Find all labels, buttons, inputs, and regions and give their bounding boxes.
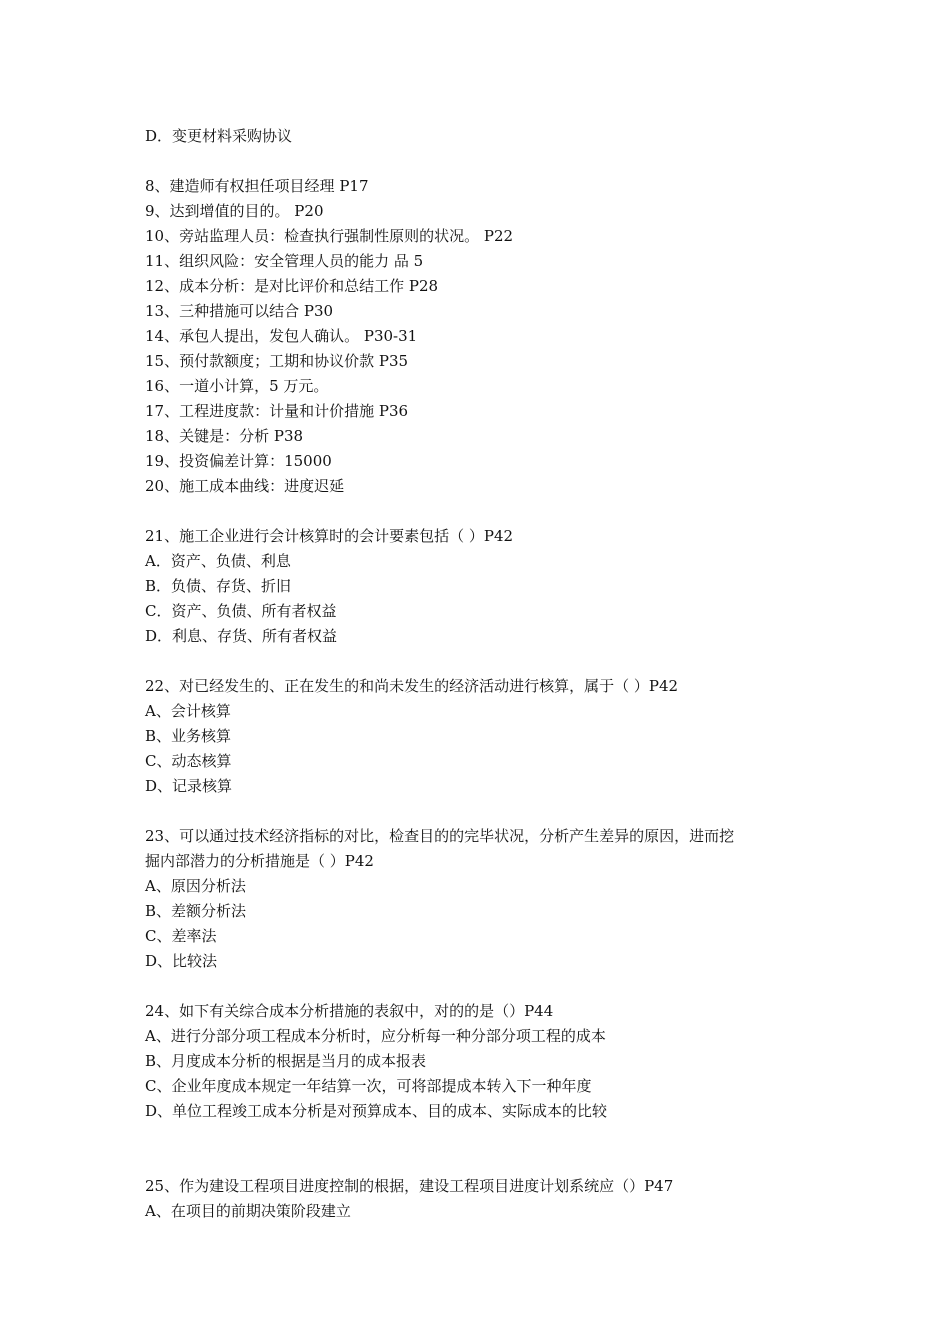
text-line: D．变更材料采购协议	[145, 127, 293, 145]
option-b: B、月度成本分析的根据是当月的成本报表	[145, 1052, 427, 1070]
answer-9: 9、达到增值的目的。 P20	[145, 202, 324, 220]
paragraph-gap	[145, 499, 825, 524]
answer-11: 11、组织风险：安全管理人员的能力 品 5	[145, 252, 424, 270]
question-stem: 22、对已经发生的、正在发生的和尚未发生的经济活动进行核算，属于（ ）P42	[145, 677, 679, 695]
option-d: D、记录核算	[145, 777, 233, 795]
answer-15: 15、预付款额度；工期和协议价款 P35	[145, 352, 409, 370]
question-22	[145, 674, 825, 799]
option-a: A、进行分部分项工程成本分析时，应分析每一种分部分项工程的成本	[145, 1027, 606, 1045]
paragraph-gap	[145, 1124, 825, 1174]
option-d: D、比较法	[145, 952, 218, 970]
option-b: B、差额分析法	[145, 902, 247, 920]
question-25	[145, 1174, 825, 1224]
option-c: C、动态核算	[145, 752, 232, 770]
answer-8: 8、建造师有权担任项目经理 P17	[145, 177, 369, 195]
question-21	[145, 524, 825, 649]
option-d: D．利息、存货、所有者权益	[145, 627, 338, 645]
paragraph-gap	[145, 799, 825, 824]
answer-20: 20、施工成本曲线：进度迟延	[145, 477, 345, 495]
answer-18: 18、关键是：分析 P38	[145, 427, 304, 445]
option-c: C．资产、负债、所有者权益	[145, 602, 337, 620]
option-a: A、会计核算	[145, 702, 231, 720]
question-stem-line-1: 23、可以通过技术经济指标的对比，检查目的的完毕状况，分析产生差异的原因，进而挖	[145, 827, 735, 845]
question-24	[145, 999, 825, 1124]
option-a: A、原因分析法	[145, 877, 246, 895]
answer-13: 13、三种措施可以结合 P30	[145, 302, 334, 320]
paragraph-gap	[145, 649, 825, 674]
option-d: D、单位工程竣工成本分析是对预算成本、目的成本、实际成本的比较	[145, 1102, 608, 1120]
option-b: B、业务核算	[145, 727, 232, 745]
answer-17: 17、工程进度款：计量和计价措施 P36	[145, 402, 409, 420]
option-c: C、差率法	[145, 927, 217, 945]
paragraph-gap	[145, 149, 825, 174]
answer-list-8-20	[145, 174, 825, 499]
option-b: B．负债、存货、折旧	[145, 577, 292, 595]
answer-19: 19、投资偏差计算：15000	[145, 452, 332, 470]
question-stem: 25、作为建设工程项目进度控制的根据，建设工程项目进度计划系统应（）P47	[145, 1177, 674, 1195]
question-stem: 21、施工企业进行会计核算时的会计要素包括（ ）P42	[145, 527, 514, 545]
answer-10: 10、旁站监理人员：检查执行强制性原则的状况。 P22	[145, 227, 514, 245]
answer-14: 14、承包人提出，发包人确认。 P30-31	[145, 327, 418, 345]
question-23	[145, 824, 825, 974]
answer-16: 16、一道小计算，5 万元。	[145, 377, 329, 395]
option-c: C、企业年度成本规定一年结算一次，可将部提成本转入下一种年度	[145, 1077, 592, 1095]
question-stem: 24、如下有关综合成本分析措施的表叙中，对的的是（）P44	[145, 1002, 554, 1020]
paragraph-gap	[145, 974, 825, 999]
answer-12: 12、成本分析：是对比评价和总结工作 P28	[145, 277, 439, 295]
question-stem-line-2: 掘内部潜力的分析措施是（ ）P42	[145, 852, 374, 870]
option-a: A．资产、负债、利息	[145, 552, 291, 570]
document-page	[145, 124, 825, 1224]
option-a: A、在项目的前期决策阶段建立	[145, 1202, 351, 1220]
